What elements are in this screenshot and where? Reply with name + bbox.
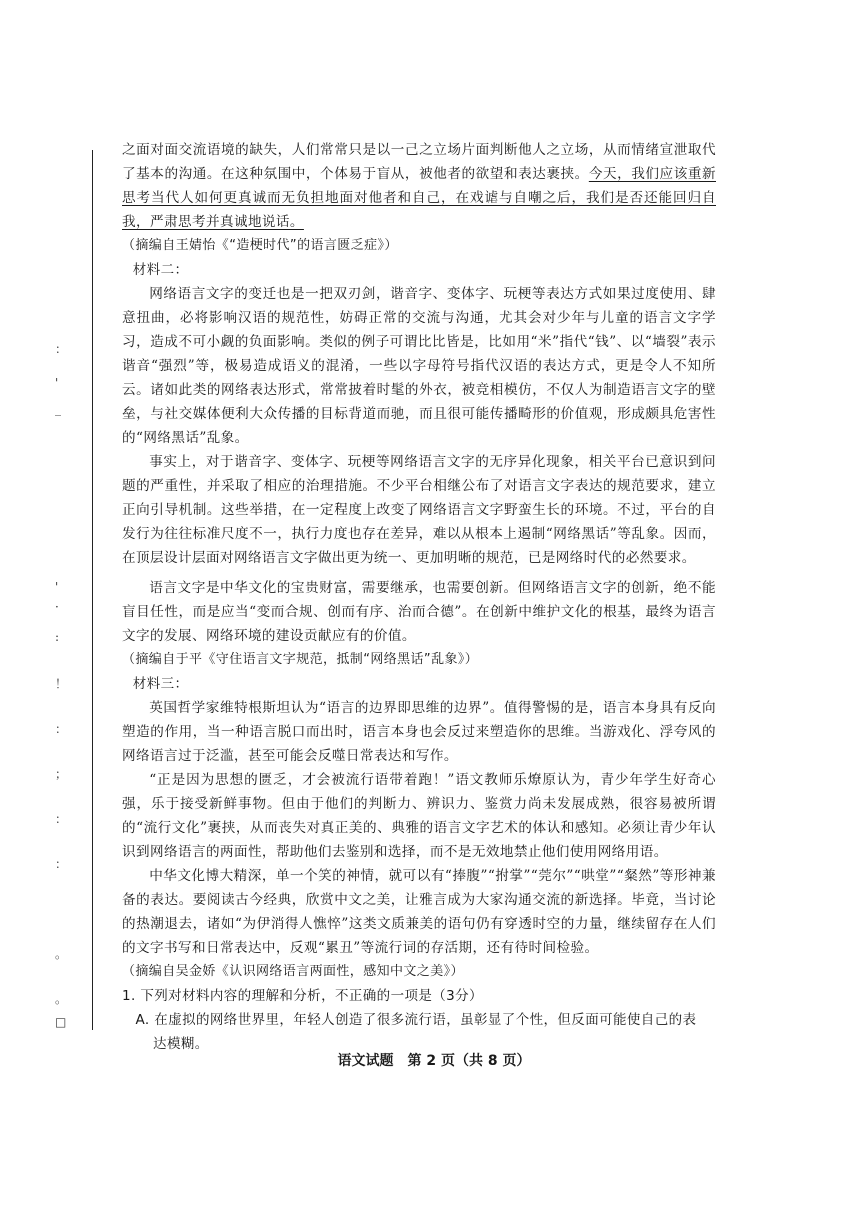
margin-mark: ' xyxy=(55,580,59,594)
material1-tail-paragraph xyxy=(122,138,716,234)
material1-source: （摘编自王婧怡《“造梗时代”的语言匮乏症》） xyxy=(122,238,398,253)
material3-source: （摘编自吴金娇《认识网络语言两面性，感知中文之美》） xyxy=(122,964,464,979)
question-1-stem: 1. 下列对材料内容的理解和分析，不正确的一项是（3分） xyxy=(122,988,483,1004)
material3-paragraph-2: “正是因为思想的匮乏，才会被流行语带着跑！”语文教师乐燎原认为，青少年学生好奇心强，乐于接受新鲜事物。但由于他们的判断力、辨识力、鉴赏力尚未发展成熟，很容易被所谓的“流行文化”裹挟，从而丧失对真正美的、典雅的语言文字艺术的体认和感知。必须让青少年认识到网络语言的两面性，帮助他们去鉴别和选择，而不是无效地禁止他们使用网络用语。 xyxy=(122,772,716,860)
margin-mark: ' xyxy=(55,376,59,390)
option-a-line2: 达模糊。 xyxy=(153,1036,209,1052)
margin-mark: · xyxy=(55,600,59,614)
margin-mark: ： xyxy=(55,342,68,356)
margin-mark: 。 xyxy=(55,947,68,961)
margin-mark: 。 xyxy=(55,992,68,1006)
margin-mark: ： xyxy=(55,812,68,826)
margin-mark: ； xyxy=(55,767,68,781)
material3-paragraph-3: 中华文化博大精深，单一个笑的神情，就可以有“捧腹”“拊掌”“莞尔”“哄堂”“粲然”等形神兼备的表达。要阅读古今经典，欣赏中文之美，让雅言成为大家沟通交流的新选择。毕竟，当讨论的热潮退去，诸如“为伊消得人憔悴”这类文质兼美的语句仍有穿透时空的力量，继续留存在人们的文字书写和日常表达中，反观“累丑”等流行词的存活期，还有待时间检验。 xyxy=(122,868,716,956)
margin-mark: _ xyxy=(55,402,61,416)
material2-paragraph-1: 网络语言文字的变迁也是一把双刃剑，谐音字、变体字、玩梗等表达方式如果过度使用、肆意扭曲，必将影响汉语的规范性，妨碍正常的交流与沟通，尤其会对少年与儿童的语言文字学习，造成不可小觑的负面影响。类似的例子可谓比比皆是，比如用“米”指代“钱”、以“墙裂”表示谐音“强烈”等，极易造成语义的混淆，一些以字母符号指代汉语的表达方式，更是令人不知所云。诸如此类的网络表达形式，常常披着时髦的外衣，被竞相模仿，不仅人为制造语言文字的壁垒，与社交媒体便利大众传播的目标背道而驰，而且很可能传播畸形的价值观，形成颇具危害性的“网络黑话”乱象。 xyxy=(122,286,716,446)
page-footer: 语文试题 第 2 页（共 8 页） xyxy=(337,1053,531,1069)
material2-paragraph-2: 事实上，对于谐音字、变体字、玩梗等网络语言文字的无序异化现象，相关平台已意识到问题的严重性，并采取了相应的治理措施。不少平台相继公布了对语言文字表达的规范要求，建立正向引导机制。这些举措，在一定程度上改变了网络语言文字野蛮生长的环境。不过，平台的自发行为往往标准尺度不一，执行力度也存在差异，难以从根本上遏制“网络黑话”等乱象。因而，在顶层设计层面对网络语言文字做出更为统一、更加明晰的规范，已是网络时代的必然要求。 xyxy=(122,454,716,566)
exam-content xyxy=(122,138,716,1056)
material3-paragraph-1: 英国哲学家维特根斯坦认为“语言的边界即思维的边界”。值得警惕的是，语言本身具有反向塑造的作用，当一种语言脱口而出时，语言本身也会反过来塑造你的思维。当游戏化、浮夸风的网络语言过于泛滥，甚至可能会反噬日常表达和写作。 xyxy=(122,700,716,764)
material3-heading: 材料三： xyxy=(132,676,189,692)
material1-tail-text: 之面对面交流语境的缺失，人们常常只是以一己之立场片面判断他人之立场，从而情绪宣泄取代了基本的沟通。在这种氛围中，个体易于盲从，被他者的欲望和表达裹挟。 xyxy=(122,142,716,182)
material2-paragraph-3: 语言文字是中华文化的宝贵财富，需要继承，也需要创新。但网络语言文字的创新，绝不能盲目任性，而是应当“变而合规、创而有序、治而合德”。在创新中维护文化的根基，最终为语言文字的发展、网络环境的建设贡献应有的价值。 xyxy=(122,580,716,644)
option-a-label: A. xyxy=(135,1012,150,1028)
binding-line xyxy=(92,150,93,1030)
question-1-option-a xyxy=(122,1008,716,1056)
margin-mark: : xyxy=(55,630,60,644)
material1-underlined-text: 今天，我们应该重新思考当代人如何更真诚而无负担地面对他者和自己，在戏谑与自嘲之后，我们是否还能回归自我，严肃思考并真诚地说话。 xyxy=(122,166,716,230)
margin-mark: ！ xyxy=(55,677,68,691)
material2-source: （摘编自于平《守住语言文字规范，抵制“网络黑话”乱象》） xyxy=(122,652,479,667)
margin-mark: ： xyxy=(55,857,68,871)
margin-mark: □ xyxy=(55,1015,67,1029)
material2-heading: 材料二： xyxy=(132,262,189,278)
option-a-line1: 在虚拟的网络世界里，年轻人创造了很多流行语，虽彰显了个性，但反面可能使自己的表 xyxy=(154,1012,697,1028)
margin-mark: ： xyxy=(55,722,68,736)
